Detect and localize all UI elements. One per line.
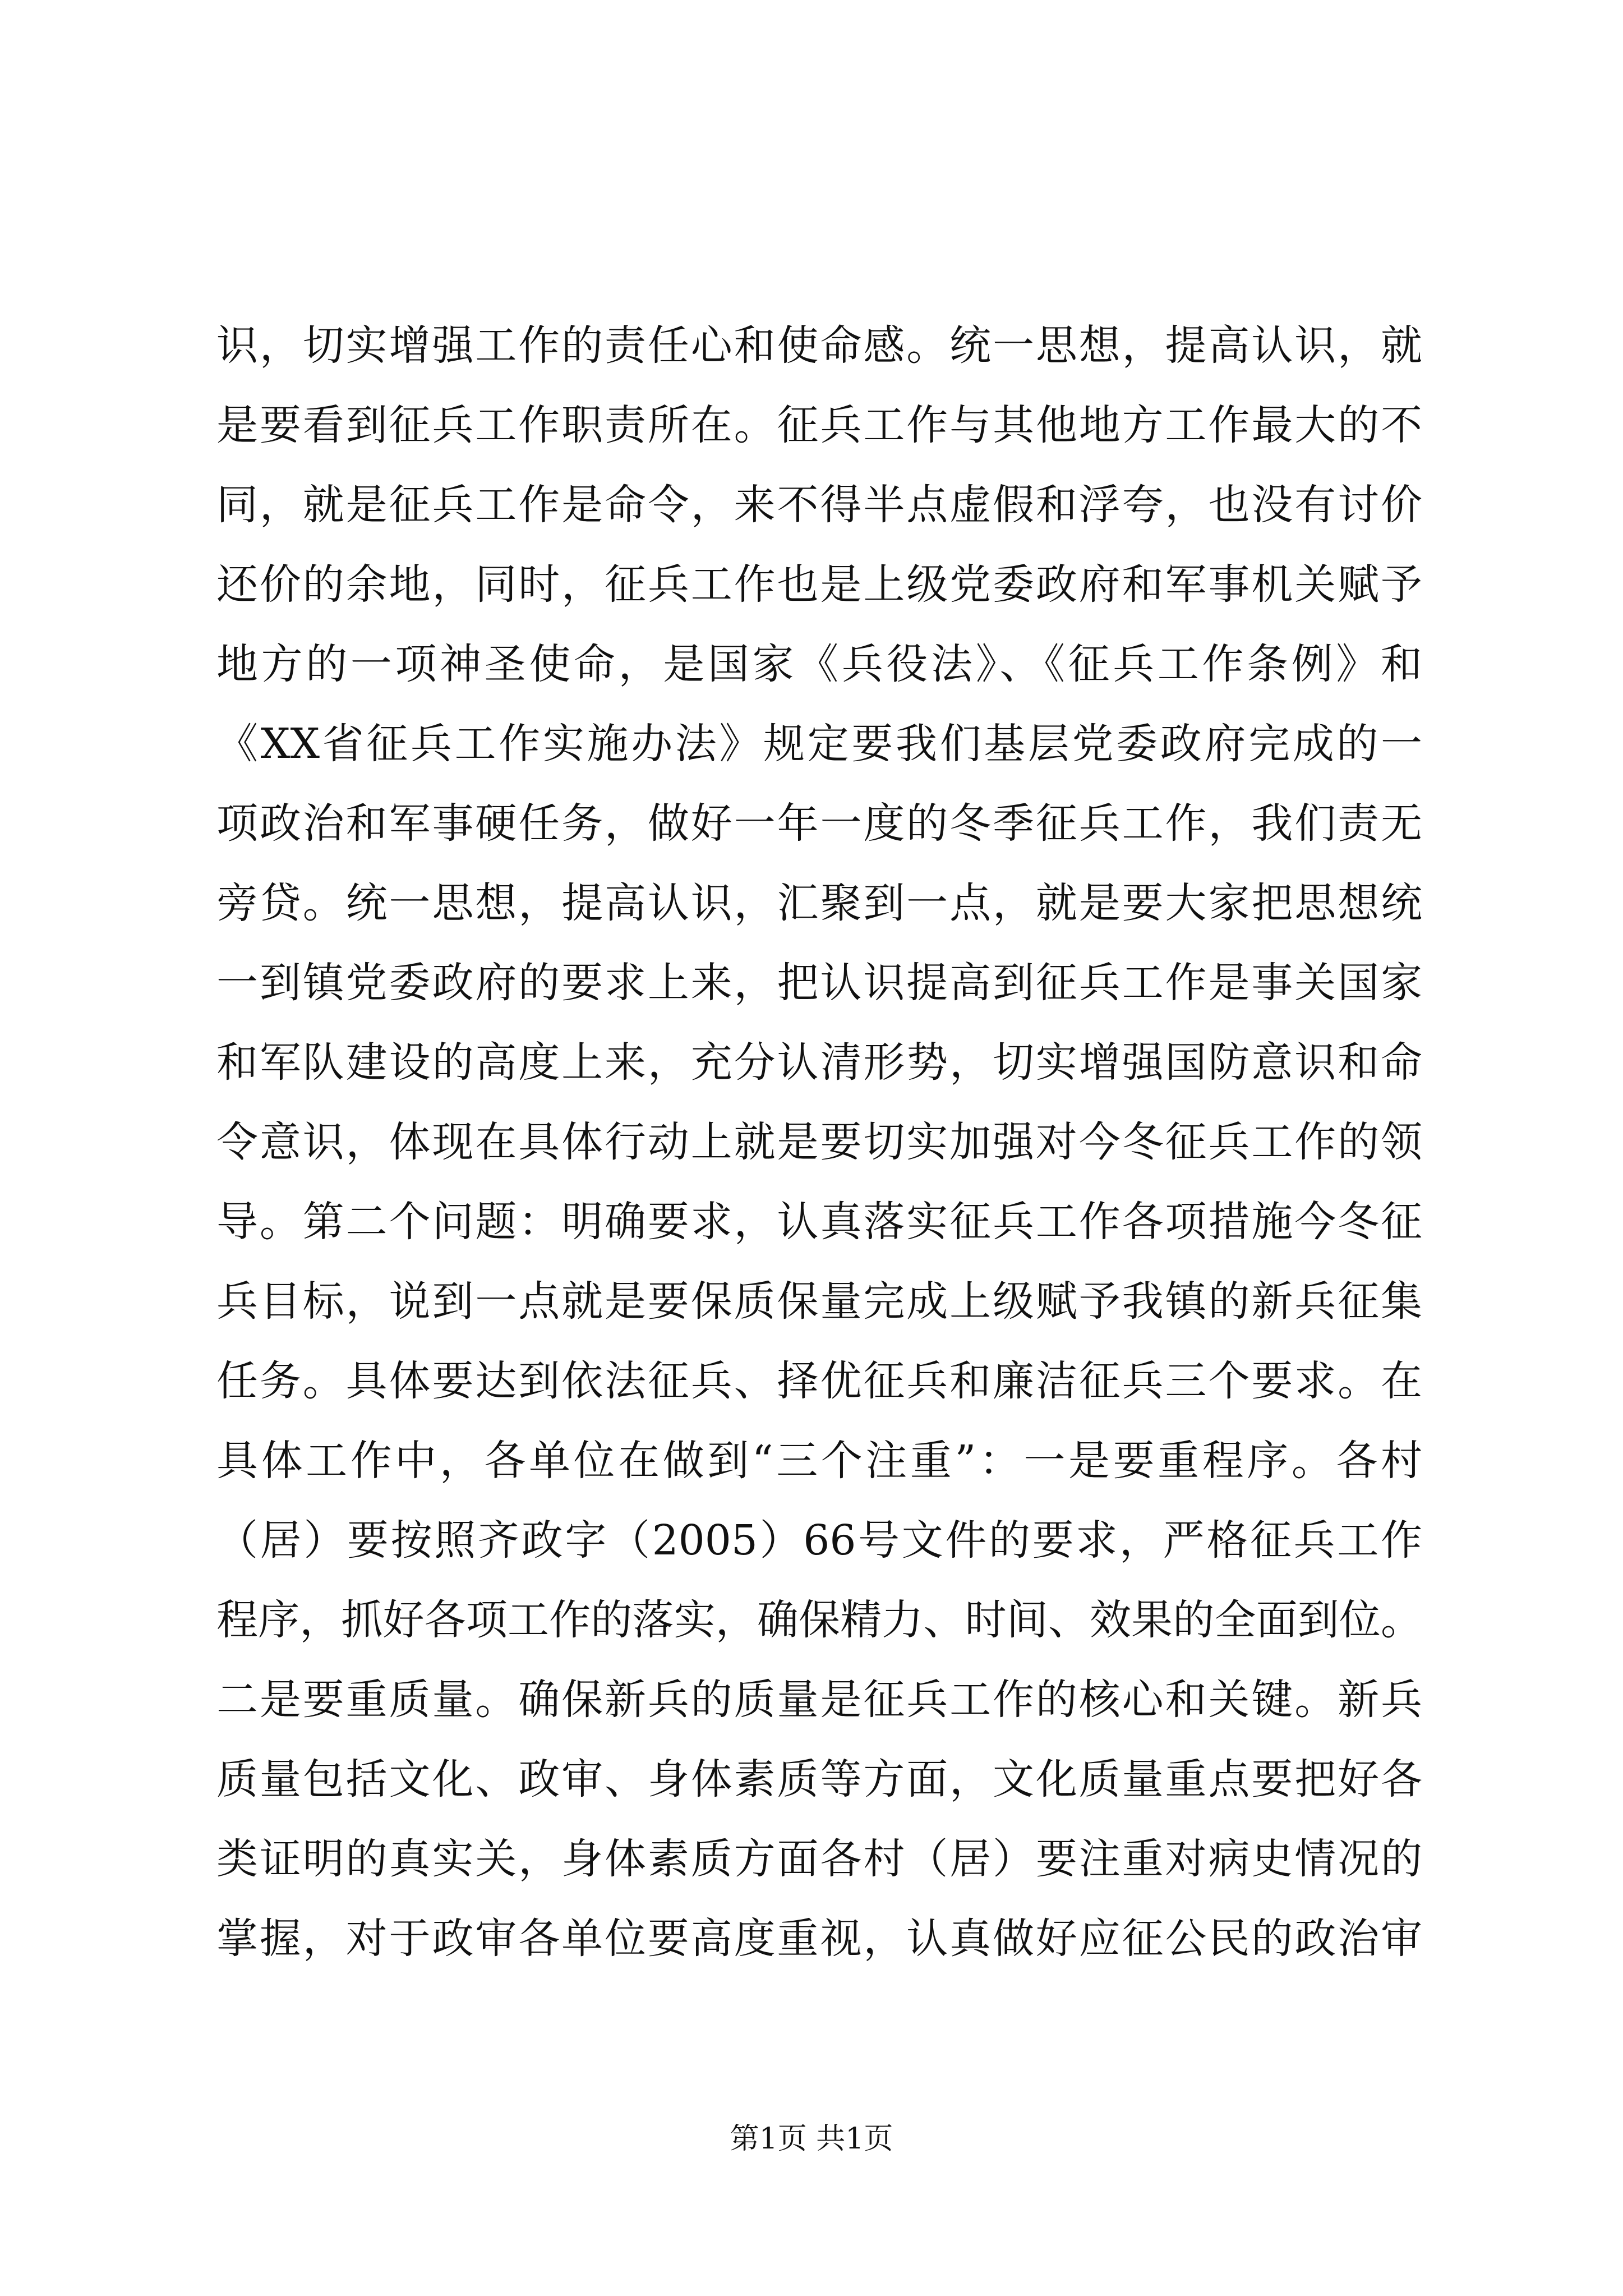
body-text [216, 306, 1422, 1978]
text-line: 类证明的真实关，身体素质方面各村（居）要注重对病史情况的 [216, 1835, 1422, 1883]
text-line: 任务。具体要达到依法征兵、择优征兵和廉洁征兵三个要求。在 [216, 1357, 1422, 1405]
text-line: 是要看到征兵工作职责所在。征兵工作与其他地方工作最大的不 [216, 401, 1422, 449]
text-line: 还价的余地，同时，征兵工作也是上级党委政府和军事机关赋予 [216, 560, 1422, 609]
text-line: 同，就是征兵工作是命令，来不得半点虚假和浮夸，也没有讨价 [216, 481, 1422, 529]
text-line: 导。第二个问题：明确要求，认真落实征兵工作各项措施今冬征 [216, 1198, 1422, 1246]
text-line: 一到镇党委政府的要求上来，把认识提高到征兵工作是事关国家 [216, 959, 1422, 1007]
text-line: 令意识，体现在具体行动上就是要切实加强对今冬征兵工作的领 [216, 1118, 1422, 1166]
text-line: 掌握，对于政审各单位要高度重视，认真做好应征公民的政治审 [216, 1915, 1422, 1963]
text-line: 二是要重质量。确保新兵的质量是征兵工作的核心和关键。新兵 [216, 1676, 1422, 1724]
text-line: 识，切实增强工作的责任心和使命感。统一思想，提高认识，就 [216, 321, 1422, 370]
text-line: 兵目标，说到一点就是要保质保量完成上级赋予我镇的新兵征集 [216, 1277, 1422, 1326]
text-line: 项政治和军事硬任务，做好一年一度的冬季征兵工作，我们责无 [216, 799, 1422, 848]
text-line: 质量包括文化、政审、身体素质等方面，文化质量重点要把好各 [216, 1755, 1422, 1803]
text-line: 程序，抓好各项工作的落实，确保精力、时间、效果的全面到位。 [216, 1596, 1422, 1644]
text-line: 具体工作中，各单位在做到“三个注重”：一是要重程序。各村 [216, 1437, 1422, 1485]
page-number: 第1页 共1页 [730, 2122, 893, 2156]
text-line: 旁贷。统一思想，提高认识，汇聚到一点，就是要大家把思想统 [216, 879, 1422, 927]
text-line: 地方的一项神圣使命，是国家《兵役法》、《征兵工作条例》和 [216, 640, 1422, 688]
text-line: 《XX省征兵工作实施办法》规定要我们基层党委政府完成的一 [216, 720, 1422, 768]
text-line: 和军队建设的高度上来，充分认清形势，切实增强国防意识和命 [216, 1038, 1422, 1087]
text-line: （居）要按照齐政字（2005）66号文件的要求，严格征兵工作 [216, 1516, 1422, 1565]
page-footer [0, 2115, 1623, 2157]
